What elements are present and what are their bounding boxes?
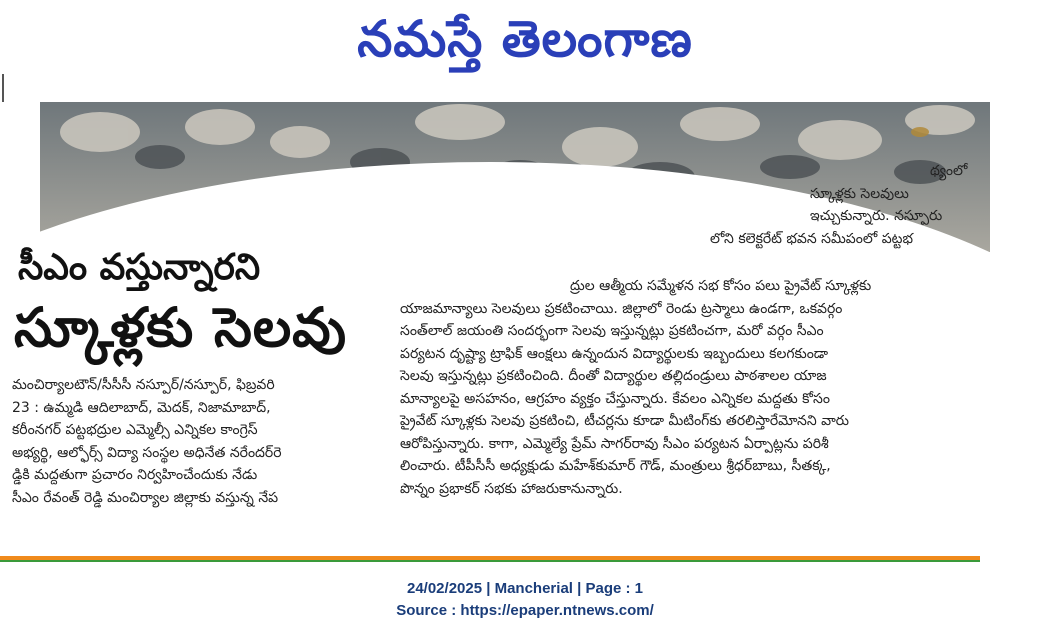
body-line: లోని కలెక్టరేట్ భవన సమీపంలో పట్టభ [710,230,913,247]
intro-line: మంచిర్యాలటౌన్/సీసీసీ నస్పూర్/నస్పూర్, ఫిబ్రవరి [12,377,275,393]
body-line: స్కూళ్లకు సెలవులు [810,185,909,202]
intro-line: కరీంనగర్ పట్టభద్రుల ఎమ్మెల్సీ ఎన్నికల కాంగ్రెస్ [12,422,258,438]
body-paragraph [400,275,980,500]
body-line: ఆరోపిస్తున్నారు. కాగా, ఎమ్మెల్యే ప్రేమ్ సాగర్‌రావు సీఎం పర్యటన ఏర్పాట్లను పరిశీ [400,435,829,452]
body-line: యాజమాన్యాలు సెలవులు ప్రకటించాయి. జిల్లాలో రెండు ట్రస్మాలు ఉండగా, ఒకవర్గం [400,300,843,317]
headline-line-2: స్కూళ్లకు సెలవు [14,296,348,359]
body-line: థ్యంలో [930,163,968,179]
intro-line: డ్డికి మద్దతుగా ప్రచారం నిర్వహించేందుకు నేడు [12,467,258,483]
body-line: పర్యటన దృష్ట్యా ట్రాఫిక్ ఆంక్షలు ఉన్నందున విద్యార్థులకు ఇబ్బందులు కలగకుండా [400,345,829,362]
footer-source-link[interactable]: Source : https://epaper.ntnews.com/ [396,602,654,619]
intro-line: సీఎం రేవంత్ రెడ్డి మంచిర్యాల జిల్లాకు వస్తున్న నేప [12,489,279,506]
headline-line-1: సీఎం వస్తున్నారని [18,247,261,288]
page-footer [0,578,1050,622]
body-line: ప్రైవేట్ స్కూళ్లకు సెలవు ప్రకటించి, టీచర్లను కూడా మీటింగ్‌కు తరలిస్తారేమోనని వారు [400,413,849,429]
footer-rule-green [0,560,980,562]
news-clipping [0,102,990,564]
body-line: ఇచ్చుకున్నారు. నస్పూరు [810,208,943,224]
body-line: పొన్నం ప్రభాకర్ సభకు హాజరుకానున్నారు. [400,480,623,497]
body-line: ద్రుల ఆత్మీయ సమ్మేళన సభ కోసం పలు ప్రైవేట్ స్కూళ్లకు [570,278,872,294]
footer-date-edition: 24/02/2025 | Mancherial | Page : 1 [406,580,644,597]
body-line: సెలవు ఇస్తున్నట్లు ప్రకటించింది. దీంతో విద్యార్థుల తల్లిదండ్రులు పాఠశాలల యాజ [400,368,827,384]
body-line: మాన్యాలపై అసహనం, ఆగ్రహం వ్యక్తం చేస్తున్నారు. కేవలం ఎన్నికల మద్దతు కోసం [400,390,830,407]
body-line: లించారు. టీపీసీసీ అధ్యక్షుడు మహేశ్‌కుమార్ గౌడ్, మంత్రులు శ్రీధర్‌బాబు, సీతక్క, [400,458,831,474]
body-line: సంత్‌లాల్ జయంతి సందర్భంగా సెలవు ఇస్తున్నట్లు ప్రకటించగా, మరో వర్గం సీఎం [400,323,824,339]
masthead-title: నమస్తే తెలంగాణ [357,10,693,68]
intro-line: అభ్యర్థి, ఆల్ఫోర్స్ విద్యా సంస్థల అధినేత నరేందర్‌రె [12,444,282,461]
right-column-top [600,160,980,250]
intro-line: 23 : ఉమ్మడి ఆదిలాబాద్, మెదక్, నిజామాబాద్, [12,399,271,416]
intro-paragraph [12,374,372,509]
